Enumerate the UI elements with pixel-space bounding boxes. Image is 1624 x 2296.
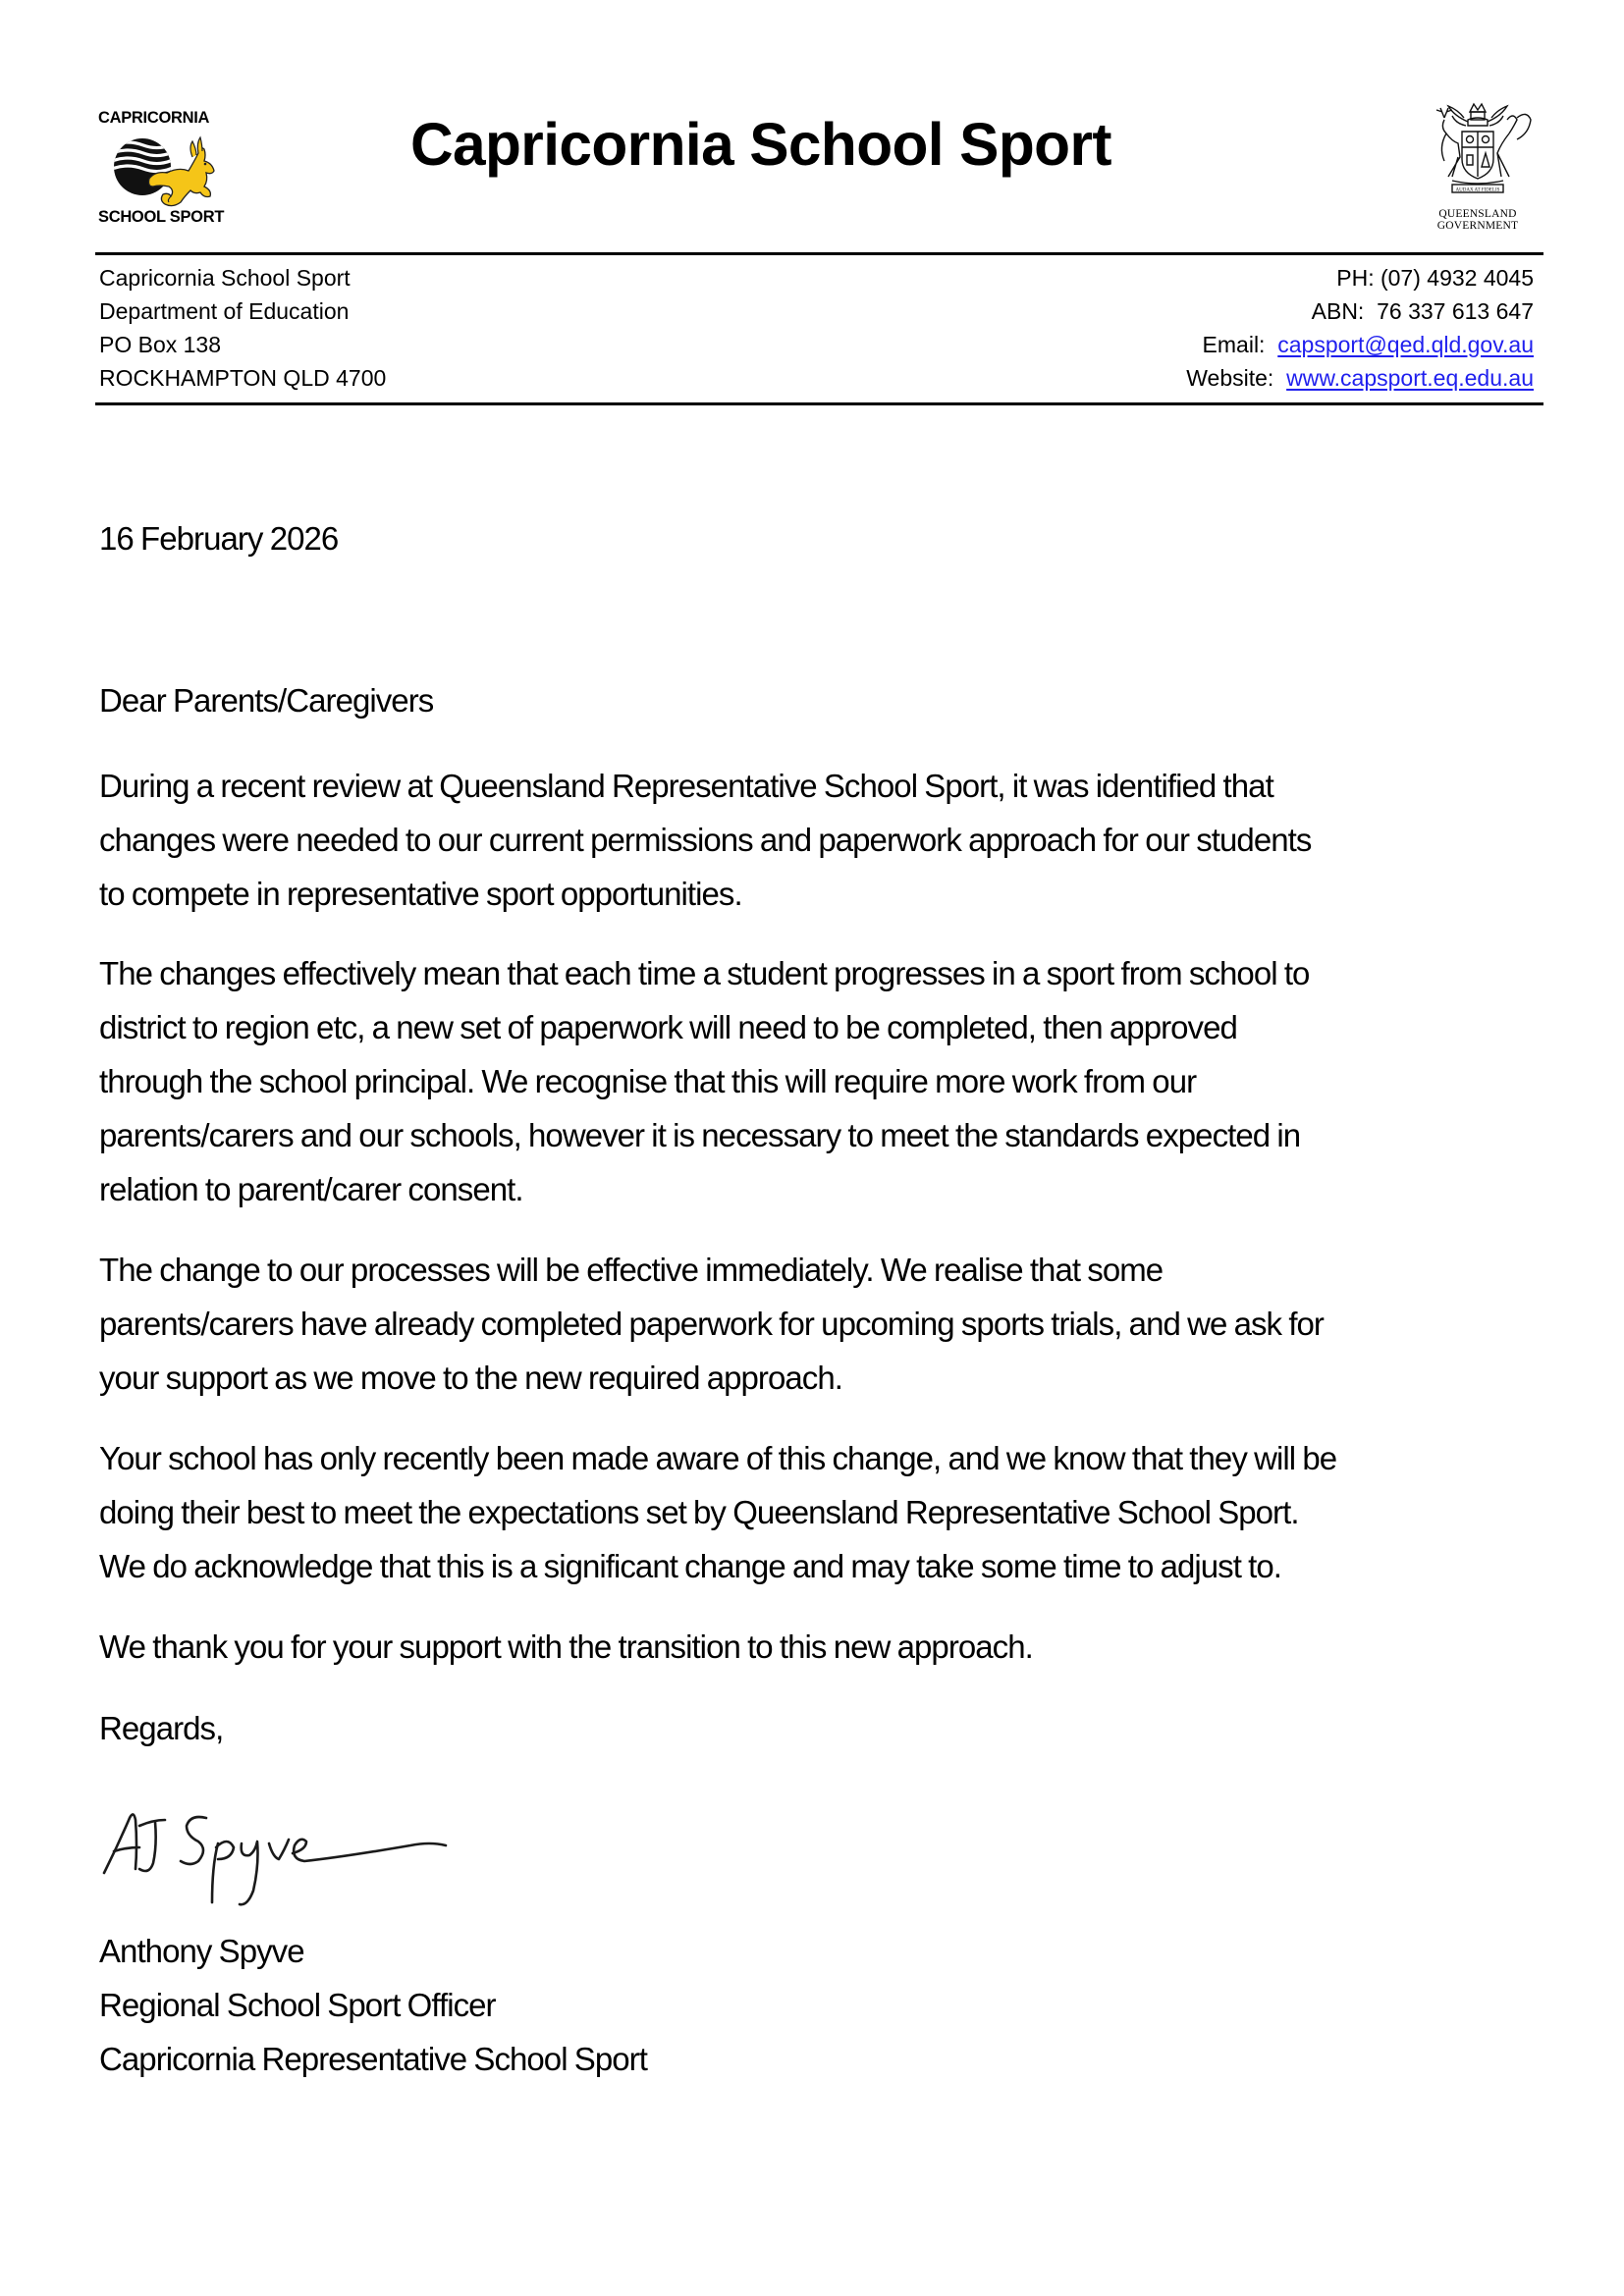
paragraph-1 — [99, 759, 1552, 921]
queensland-government-crest — [1419, 98, 1537, 236]
greeting-text: Dear Parents/Caregivers — [99, 682, 434, 719]
paragraph-line: changes were needed to our current permissions and paperwork approach for our students — [99, 822, 1312, 858]
signatory-organisation: Capricornia Representative School Sport — [99, 2041, 647, 2077]
paragraph-line: Your school has only recently been made aware of this change, and we know that they will be — [99, 1440, 1337, 1476]
sea-goat-globe-icon — [110, 132, 240, 210]
svg-text:AUDAX AT FIDELIS: AUDAX AT FIDELIS — [1455, 187, 1500, 193]
address-line-org: Capricornia School Sport — [99, 265, 351, 291]
signatory-name: Anthony Spyve — [99, 1933, 304, 1969]
sender-address — [99, 261, 386, 395]
website-label: Website: — [1186, 365, 1274, 391]
abn-row — [1186, 294, 1534, 328]
address-line-department: Department of Education — [99, 298, 350, 324]
paragraph-line: We thank you for your support with the transition to this new approach. — [99, 1629, 1033, 1665]
paragraph-line: district to region etc, a new set of paperwork will need to be completed, then approved — [99, 1009, 1237, 1045]
logo-bottom-text: SCHOOL SPORT — [98, 208, 225, 226]
email-row — [1186, 328, 1534, 361]
letterhead-title: Capricornia School Sport — [410, 111, 1111, 178]
date-text: 16 February 2026 — [99, 520, 339, 557]
abn-label: ABN: — [1311, 298, 1365, 324]
email-label: Email: — [1202, 332, 1266, 357]
paragraph-line: We do acknowledge that this is a significant change and may take some time to adjust to. — [99, 1548, 1282, 1584]
signatory-block — [99, 1924, 1552, 2086]
header-bottom-rule — [95, 402, 1543, 405]
paragraph-line: The changes effectively mean that each time a student progresses in a sport from school to — [99, 955, 1310, 991]
paragraph-line: to compete in representative sport opportunities. — [99, 876, 742, 912]
phone-row — [1186, 261, 1534, 294]
paragraph-line: parents/carers have already completed paperwork for upcoming sports trials, and we ask for — [99, 1306, 1324, 1342]
contact-details — [1186, 261, 1534, 395]
paragraph-line: through the school principal. We recognise that this will require more work from our — [99, 1063, 1197, 1099]
crest-line-queensland: QUEENSLAND — [1438, 208, 1517, 220]
handwritten-signature — [96, 1796, 450, 1914]
paragraph-2 — [99, 946, 1552, 1216]
address-line-pobox: PO Box 138 — [99, 332, 222, 357]
abn-value: 76 337 613 647 — [1377, 298, 1534, 324]
paragraph-4 — [99, 1431, 1552, 1593]
paragraph-3 — [99, 1243, 1552, 1405]
email-link[interactable]: capsport@qed.qld.gov.au — [1277, 332, 1534, 357]
crest-line-government: GOVERNMENT — [1436, 220, 1519, 232]
paragraph-line: doing their best to meet the expectations set by Queensland Representative School Sport. — [99, 1494, 1299, 1530]
address-line-city: ROCKHAMPTON QLD 4700 — [99, 365, 387, 391]
paragraph-line: The change to our processes will be effective immediately. We realise that some — [99, 1252, 1164, 1288]
coat-of-arms-icon — [1419, 98, 1537, 206]
header-top-rule — [95, 252, 1543, 255]
closing-text: Regards, — [99, 1710, 224, 1746]
paragraph-line: During a recent review at Queensland Representative School Sport, it was identified that — [99, 768, 1273, 804]
capricornia-school-sport-logo — [96, 106, 249, 230]
logo-top-text: CAPRICORNIA — [98, 109, 210, 127]
website-row — [1186, 361, 1534, 395]
website-link[interactable]: www.capsport.eq.edu.au — [1286, 365, 1534, 391]
phone-value: (07) 4932 4045 — [1380, 265, 1534, 291]
letter-greeting — [99, 673, 1552, 727]
signatory-title: Regional School Sport Officer — [99, 1987, 496, 2023]
letter-closing — [99, 1701, 1552, 1755]
letter-date — [99, 511, 1552, 565]
paragraph-5 — [99, 1620, 1552, 1674]
paragraph-line: your support as we move to the new required approach. — [99, 1360, 842, 1396]
signature-icon — [96, 1796, 450, 1914]
paragraph-line: parents/carers and our schools, however it is necessary to meet the standards expected in — [99, 1117, 1301, 1153]
paragraph-line: relation to parent/carer consent. — [99, 1171, 523, 1207]
phone-label: PH: — [1336, 265, 1375, 291]
